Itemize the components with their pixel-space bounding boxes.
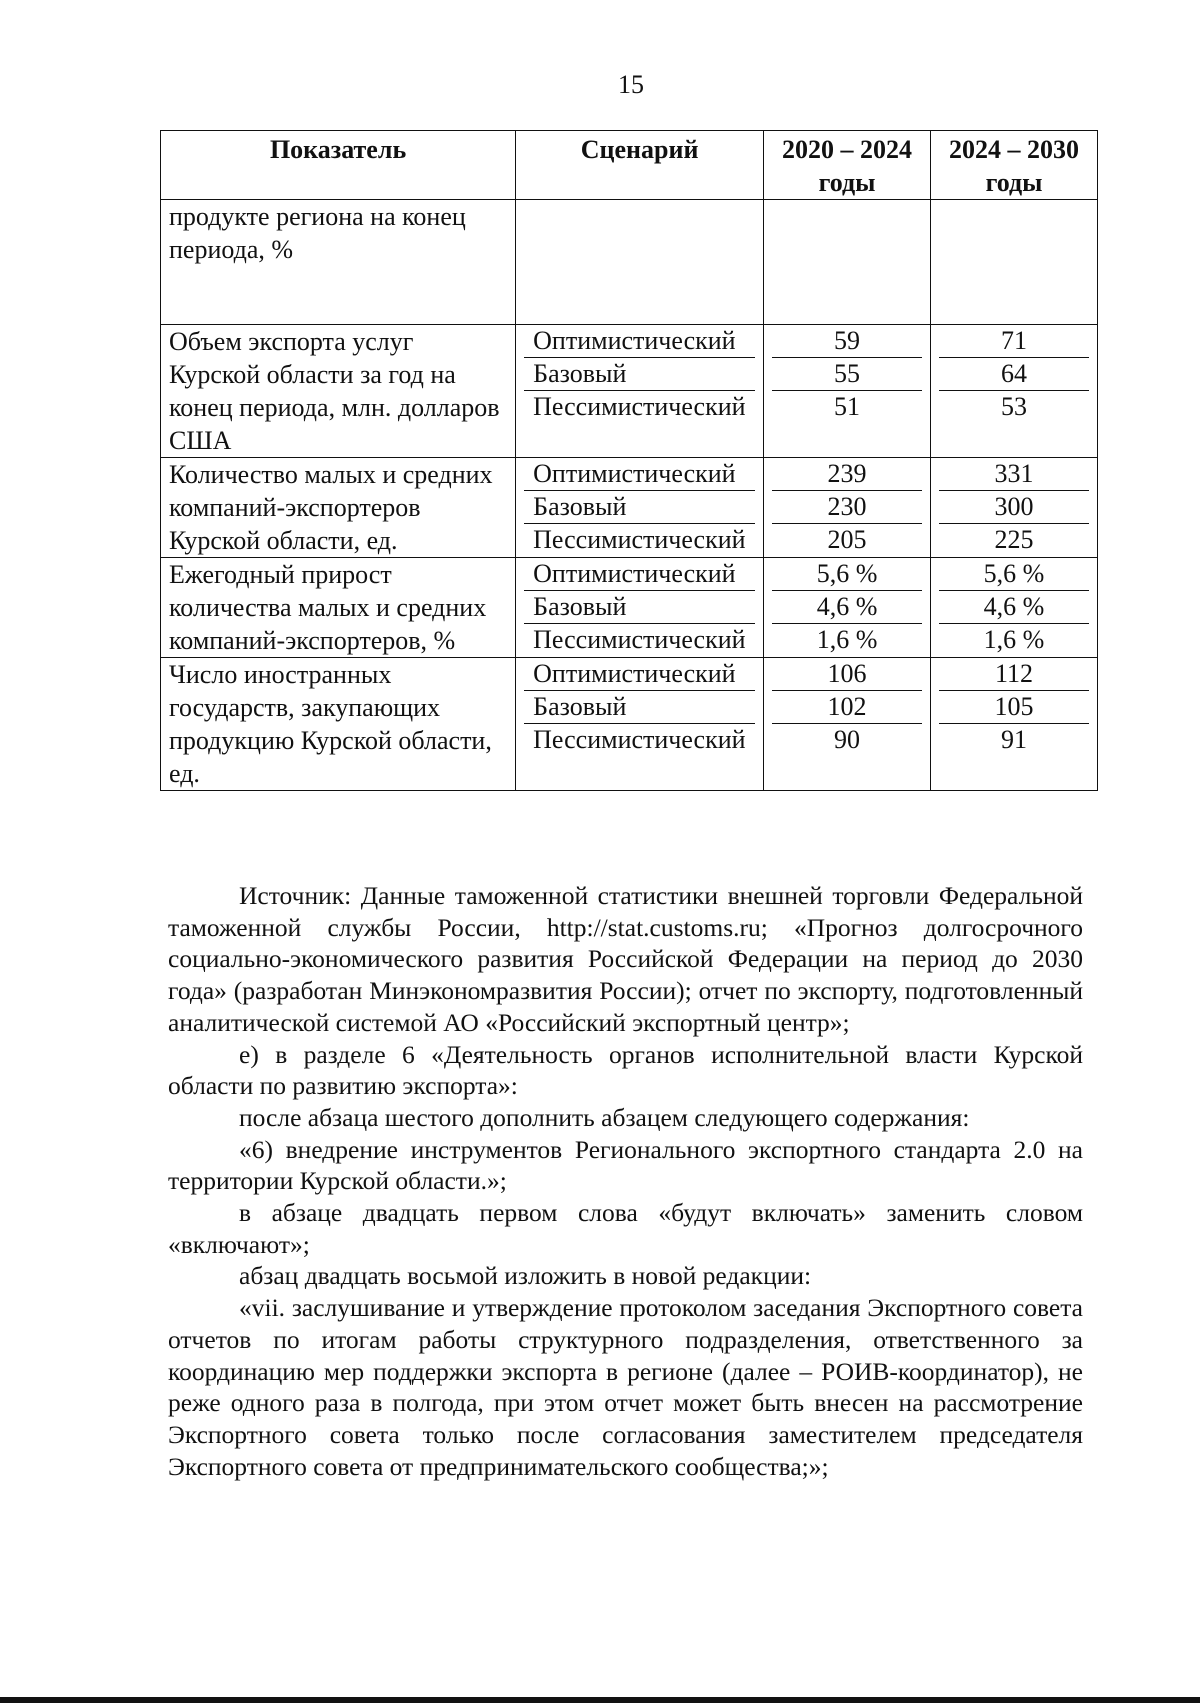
paragraph: абзац двадцать восьмой изложить в новой редакции: [239,1261,812,1291]
table-header-row [161,131,1098,200]
scenario-label: Пессимистический [533,625,746,654]
value: 51 [834,392,861,421]
value: 53 [1001,392,1027,421]
value: 300 [939,491,1089,524]
value: 5,6 % [772,558,922,591]
scenario-label: Пессимистический [533,525,746,554]
value: 59 [772,325,922,358]
scenario-label: Базовый [524,691,755,724]
value: 1,6 % [983,625,1045,654]
paragraph: в абзаце двадцать первом слова «будут включать» заменить словом «включают»; [168,1198,1083,1259]
scenario-label: Базовый [524,358,755,391]
indicator-cell: Ежегодный прирост количества малых и средних компаний-экспортеров, % [161,558,516,658]
value: 106 [772,658,922,691]
scenario-label: Пессимистический [533,725,746,754]
table-row-continuation [161,200,1098,325]
indicator-cell: Количество малых и средних компаний-экспортеров Курской области, ед. [161,458,516,558]
source-paragraph: Источник: Данные таможенной статистики внешней торговли Федеральной таможенной службы России, http://stat.customs.ru; «Прогноз долгосрочного социально-экономического развития Российской Федерации на период до 2030 года» (разработан Минэкономразвития России); отчет по экспорту, подготовленный аналитической системой АО «Российский экспортный центр»; [168,881,1083,1037]
value-2024-2030-cell [931,558,1098,658]
paragraph: «vii. заслушивание и утверждение протоколом заседания Экспортного совета отчетов по итогам работы структурного подразделения, ответственного за координацию мер поддержки экспорта в регионе (далее – РОИВ-координатор), не реже одного раза в полгода, при этом отчет может быть внесен на рассмотрение Экспортного совета только после согласования заместителем председателя Экспортного совета от предпринимательского сообщества;»; [168,1293,1083,1481]
value: 55 [772,358,922,391]
value: 4,6 % [772,591,922,624]
header-2020-2024: 2020 – 2024 годы [764,131,931,200]
scenario-cell [516,658,764,791]
value: 64 [939,358,1089,391]
scenario-label: Пессимистический [533,392,746,421]
paragraph: после абзаца шестого дополнить абзацем следующего содержания: [239,1102,970,1132]
indicator-cell: Число иностранных государств, закупающих продукцию Курской области, ед. [161,658,516,791]
indicator-cell: Объем экспорта услуг Курской области за год на конец периода, млн. долларов США [161,325,516,458]
empty-cell [931,200,1098,325]
scenario-cell [516,558,764,658]
scenario-label: Базовый [524,491,755,524]
value-2024-2030-cell [931,458,1098,558]
table-row [161,558,1098,658]
value: 205 [827,525,867,554]
header-scenario: Сценарий [516,131,764,200]
value-2020-2024-cell [764,458,931,558]
paragraph: е) в разделе 6 «Деятельность органов исполнительной власти Курской области по развитию экспорта»: [168,1039,1083,1101]
value-2024-2030-cell [931,325,1098,458]
scenario-label: Оптимистический [524,325,755,358]
value: 239 [772,458,922,491]
value-2020-2024-cell [764,325,931,458]
empty-cell [516,200,764,325]
value: 91 [1001,725,1027,754]
value-2020-2024-cell [764,658,931,791]
header-indicator: Показатель [161,131,516,200]
bottom-border-line [0,1697,1200,1703]
body-text [168,880,1083,1482]
table-row [161,658,1098,791]
header-2024-2030: 2024 – 2030 годы [931,131,1098,200]
continuation-cell: продукте региона на конец периода, % [161,200,516,325]
scenario-label: Базовый [524,591,755,624]
value-2024-2030-cell [931,658,1098,791]
value: 71 [939,325,1089,358]
scenario-label: Оптимистический [524,458,755,491]
value: 5,6 % [939,558,1089,591]
value: 225 [994,525,1034,554]
page-number: 15 [618,70,644,99]
scenario-cell [516,458,764,558]
value: 112 [939,658,1089,691]
table-row [161,458,1098,558]
value: 331 [939,458,1089,491]
value: 105 [939,691,1089,724]
value-2020-2024-cell [764,558,931,658]
paragraph: «6) внедрение инструментов Регионального экспортного стандарта 2.0 на территории Курской области.»; [168,1134,1083,1196]
scenario-cell [516,325,764,458]
value: 230 [772,491,922,524]
scenario-label: Оптимистический [524,658,755,691]
value: 90 [834,725,861,754]
scenario-label: Оптимистический [524,558,755,591]
indicators-table [160,130,1098,791]
value: 4,6 % [939,591,1089,624]
table-row [161,325,1098,458]
value: 1,6 % [816,625,878,654]
value: 102 [772,691,922,724]
empty-cell [764,200,931,325]
